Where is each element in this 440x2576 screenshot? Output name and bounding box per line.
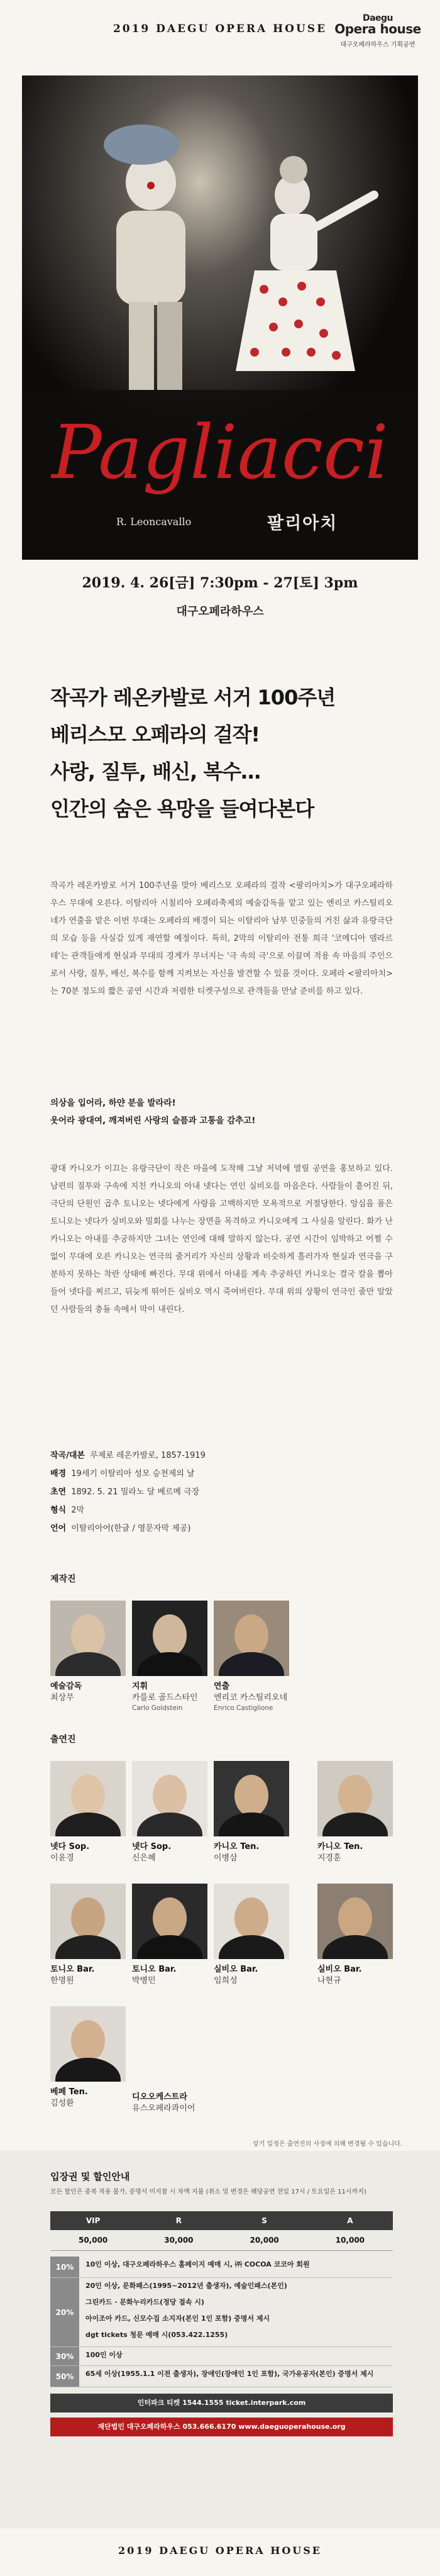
price-s: 20,000 <box>222 2230 307 2250</box>
portrait-photo <box>317 1884 393 1959</box>
house-title: 2019 DAEGU OPERA HOUSE <box>113 23 327 35</box>
production-heading: 제작진 <box>50 1574 76 1584</box>
cast-member: 디오오케스트라 유스오페라콰이어 <box>132 2092 195 2113</box>
headline-line: 사랑, 질투, 배신, 복수… <box>50 760 261 784</box>
ticket-section <box>0 2151 440 2528</box>
price-r: 30,000 <box>136 2230 221 2250</box>
schedule-change-note: 상기 일정은 출연진의 사정에 의해 변경될 수 있습니다. <box>253 2141 402 2148</box>
cast-member: 실비오 Bar. 임희성 <box>214 1884 289 1987</box>
info-row: 초연 1892. 5. 21 밀라노 달 베르메 극장 <box>50 1487 200 1497</box>
price-header-row <box>50 2211 393 2230</box>
grade-s: S <box>222 2211 307 2230</box>
logo-line2: Opera house <box>334 21 421 36</box>
portrait-photo <box>50 1601 126 1676</box>
synopsis-paragraph: 광대 카니오가 이끄는 유랑극단이 작은 마을에 도착해 그날 저녁에 열릴 공연을 홍보하고 있다. 남편의 질투와 구속에 지친 카니오의 아내 넷다는 연인 실비오를 마음은다. 사람들이 흩어진 뒤, 극단의 단원인 곱추 토니오는 넷다에게 사랑을 고백하지만 모욕적으로 거절당한다. 앙심을 품은 토니오는 넷다가 실비오와 밀회를 나누는 장면을 목격하고 카니오에게 그 사실을 알린다. 화가 난 카니오는 아내를 추궁하지만 그녀는 연인에 대해 말하지 않는다. 공연 시간이 임박하고 어쩔 수 없이 무대에 오른 카니오는 연극의 줄거리가 자신의 상황과 비슷하게 흘러가자 현실과 연극을 구분하지 못하는 착란 상태에 빠진다. 무대 위에서 아내를 계속 추궁하던 카니오는 결국 칼을 뽑아들어 넷다를 찌르고, 뒤늦게 뛰어든 실비오 역시 죽여버린다. 무대 위의 상황이 연극인 줄만 알았던 사람들의 충돌 속에서 막이 내린다. <box>50 1164 393 1314</box>
headline-line: 베리스모 오페라의 걸작! <box>50 723 260 747</box>
cast-member: 카니오 Ten. 이병삼 <box>214 1761 289 1864</box>
portrait-photo <box>214 1884 289 1959</box>
cast-member: 토니오 Bar. 한명원 <box>50 1884 126 1987</box>
logo-subtitle: 대구오페라하우스 기획공연 <box>340 42 415 48</box>
poster-title-kr: 팔리아치 <box>267 514 338 533</box>
poster-artwork <box>22 75 418 560</box>
work-info <box>50 1446 393 1538</box>
price-table <box>50 2211 393 2251</box>
footer-house-title: 2019 DAEGU OPERA HOUSE <box>118 2545 322 2557</box>
info-row: 언어 이탈리아어(한글 / 영문자막 제공) <box>50 1524 191 1533</box>
discount-row: 30% 100인 이상 <box>50 2347 393 2366</box>
production-member: 연출 엔리코 카스틸리오네 Enrico Castiglione <box>214 1601 289 1713</box>
emphasis-quote <box>50 1094 393 1130</box>
emphasis-line: 웃어라 광대여, 깨져버린 사랑의 슬픔과 고통을 감추고! <box>50 1116 256 1126</box>
info-row: 배경 19세기 이탈리아 성모 승천제의 날 <box>50 1469 195 1479</box>
discount-list <box>50 2257 393 2387</box>
grade-a: A <box>307 2211 393 2230</box>
composer-name: R. Leoncavallo <box>116 516 192 528</box>
price-row <box>50 2230 393 2250</box>
discount-row: 10% 10인 이상, 대구오페라하우스 홈페이지 예매 시, ㈜ COCOA 코코아 회원 <box>50 2257 393 2278</box>
portrait-photo <box>50 1761 126 1836</box>
portrait-photo <box>214 1761 289 1836</box>
headline-line: 인간의 숨은 욕망을 들여다본다 <box>50 797 314 821</box>
performance-venue: 대구오페라하우스 <box>176 605 264 618</box>
portrait-photo <box>132 1761 207 1836</box>
grade-r: R <box>136 2211 221 2230</box>
emphasis-line: 의상을 입어라, 하얀 분을 발라라! <box>50 1098 176 1108</box>
portrait-photo <box>317 1761 393 1836</box>
discount-row: 50% 65세 이상(1955.1.1 이전 출생자), 장애인(장애인 1인 포함), 국가유공자(본인) 증명서 제시 <box>50 2366 393 2387</box>
cast-member: 넷다 Sop. 신은혜 <box>132 1761 207 1864</box>
opera-house-logo[interactable] <box>331 14 425 48</box>
headline-line: 작곡가 레온카발로 서거 100주년 <box>50 686 336 709</box>
portrait-photo <box>50 2006 126 2082</box>
header <box>0 0 440 75</box>
production-member: 지휘 카를로 골드스타인 Carlo Goldstein <box>132 1601 207 1713</box>
cast-member: 토니오 Bar. 박병민 <box>132 1884 207 1987</box>
logo-line1: Daegu <box>362 13 393 23</box>
cast-heading: 출연진 <box>50 1735 76 1745</box>
poster-image <box>22 75 418 560</box>
portrait-photo <box>132 1884 207 1959</box>
portrait-photo <box>50 1884 126 1959</box>
ticket-subtitle: 모든 할인은 중복 적용 불가, 증명서 미지참 시 차액 지불 (취소 및 변경은 해당공연 전일 17시 / 토요일은 11시까지) <box>50 2189 366 2196</box>
portrait-photo <box>132 1601 207 1676</box>
cast-member: 넷다 Sop. 이윤경 <box>50 1761 126 1864</box>
logo-wordmark <box>331 14 425 35</box>
headline <box>50 679 402 828</box>
discount-row: 20% 20인 이상, 문화패스(1995~2012년 출생자), 예술인패스(본인) 그린카드 · 문화누리카드(정당 접속 시) 아이조아 카드, 신모수집 소지자(본인 1인 포함) 증명서 제시 dgt tickets 청문 예매 시(053.422.1255) <box>50 2278 393 2347</box>
cast-member: 실비오 Bar. 나현규 <box>317 1884 393 1987</box>
ticket-title: 입장권 및 할인안내 <box>50 2171 130 2182</box>
info-row: 작곡/대본 루제로 레온카발로, 1857-1919 <box>50 1451 206 1460</box>
intro-paragraph: 작곡가 레온카발로 서거 100주년을 맞아 베리스모 오페라의 걸작 <팔리아치>가 대구오페라하우스 무대에 오른다. 이탈리아 시칠리아 오페라축제의 예술감독을 맡고 있는 엔리코 카스틸리오네가 연출을 맡은 이번 무대는 오페라의 배경이 되는 이탈리아 남부 민중들의 거친 삶과 유랑극단의 모습 등을 사실감 있게 재연할 예정이다. 특히, 2막의 이탈리아 전통 희극 '코메디아 델라르테'는 관객들에게 현실과 무대의 경계가 무너지는 '극 속의 극'으로 이끌며 적용 속 마음의 주인으로서 사랑, 질투, 배신, 복수를 함께 지켜보는 자신을 발견할 수 있을 것이다. 오페라 <팔리아치>는 70분 정도의 짧은 공연 시간과 저렴한 티켓구성으로 관객들을 만날 준비를 하고 있다. <box>50 881 393 996</box>
performance-date: 2019. 4. 26[금] 7:30pm - 27[토] 3pm <box>82 575 358 591</box>
poster-title-script: Pagliacci <box>52 409 388 496</box>
price-vip: 50,000 <box>50 2230 136 2250</box>
portrait-photo <box>214 1601 289 1676</box>
cast-member: 베페 Ten. 김성환 <box>50 2006 126 2109</box>
cast-member: 카니오 Ten. 지경훈 <box>317 1761 393 1864</box>
info-row: 형식 2막 <box>50 1506 85 1515</box>
grade-vip: VIP <box>50 2211 136 2230</box>
production-member: 예술감독 최상무 <box>50 1601 126 1704</box>
booking-link[interactable]: 인터파크 티켓 1544.1555 ticket.interpark.com <box>50 2394 393 2412</box>
price-a: 10,000 <box>307 2230 393 2250</box>
organization-contact[interactable]: 재단법인 대구오페라하우스 053.666.6170 www.daeguoperahouse.org <box>50 2418 393 2436</box>
